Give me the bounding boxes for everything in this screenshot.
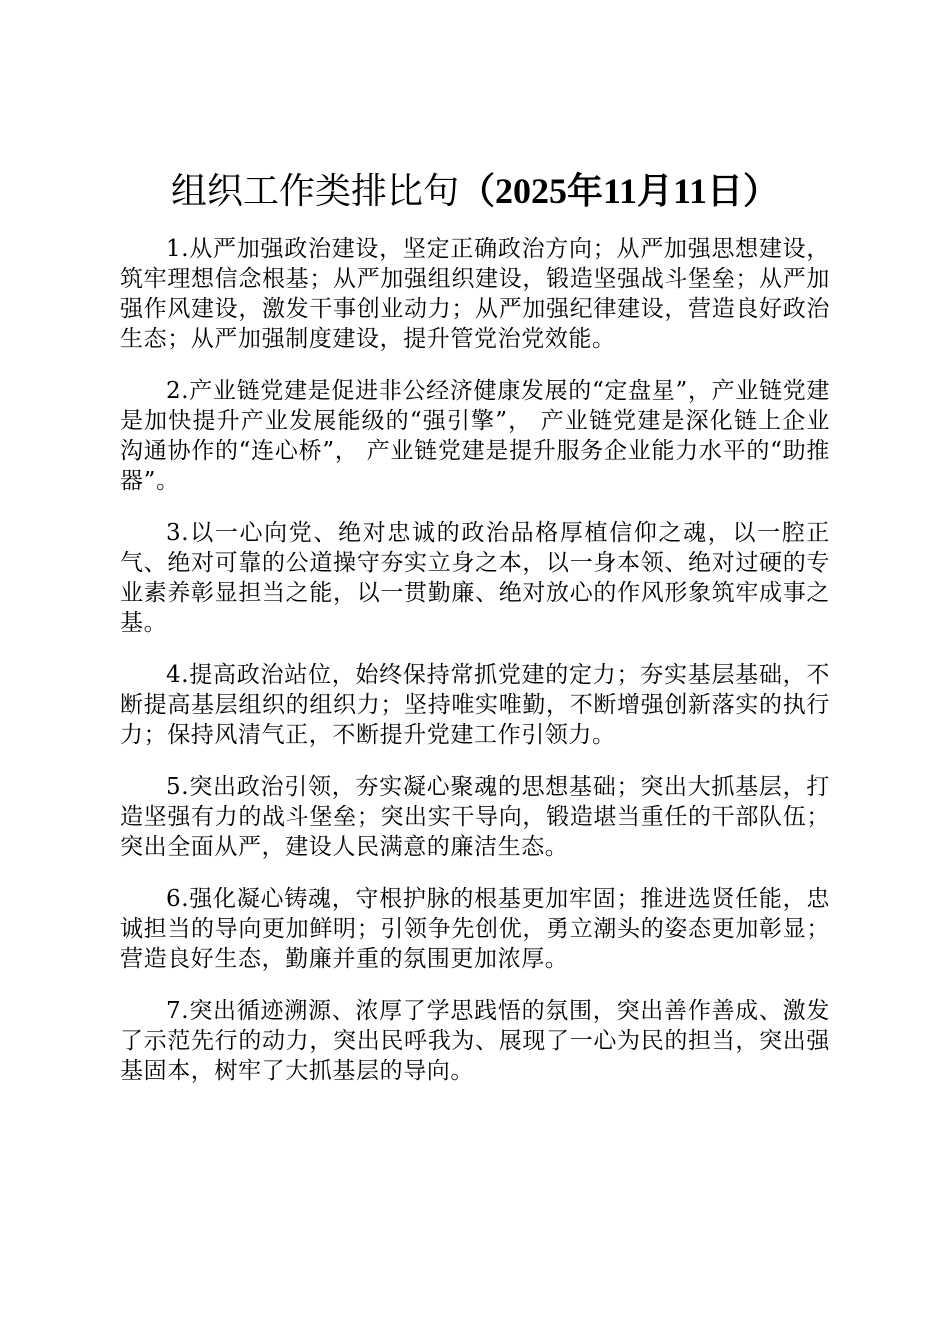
paragraph-2: 2.产业链党建是促进非公经济健康发展的“定盘星”，产业链党建是加快提升产业发展能级的“强引擎”， 产业链党建是深化链上企业沟通协作的“连心桥”， 产业链党建是提升服务企业能力水平的“助推器”。 <box>120 378 830 494</box>
document-title <box>120 166 830 217</box>
title-date: （2025年11月11日） <box>458 171 780 211</box>
document-body <box>120 234 830 1108</box>
paragraph-1: 1.从严加强政治建设，坚定正确政治方向；从严加强思想建设，筑牢理想信念根基；从严加强组织建设，锻造坚强战斗堡垒；从严加强作风建设，激发干事创业动力；从严加强纪律建设，营造良好政治生态；从严加强制度建设，提升管党治党效能。 <box>120 236 830 352</box>
paragraph-7: 7.突出循迹溯源、浓厚了学思践悟的氛围，突出善作善成、激发了示范先行的动力，突出民呼我为、展现了一心为民的担当，突出强基固本，树牢了大抓基层的导向。 <box>120 998 830 1084</box>
title-main: 组织工作类排比句 <box>170 171 459 212</box>
paragraph-6: 6.强化凝心铸魂，守根护脉的根基更加牢固；推进选贤任能，忠诚担当的导向更加鲜明；引领争先创优，勇立潮头的姿态更加彰显；营造良好生态，勤廉并重的氛围更加浓厚。 <box>120 886 830 972</box>
paragraph-3: 3.以一心向党、绝对忠诚的政治品格厚植信仰之魂，以一腔正气、绝对可靠的公道操守夯实立身之本，以一身本领、绝对过硬的专业素养彰显担当之能，以一贯勤廉、绝对放心的作风形象筑牢成事之基。 <box>120 520 830 636</box>
paragraph-5: 5.突出政治引领，夯实凝心聚魂的思想基础；突出大抓基层，打造坚强有力的战斗堡垒；突出实干导向，锻造堪当重任的干部队伍；突出全面从严，建设人民满意的廉洁生态。 <box>120 774 830 860</box>
paragraph-4: 4.提高政治站位，始终保持常抓党建的定力；夯实基层基础，不断提高基层组织的组织力；坚持唯实唯勤，不断增强创新落实的执行力；保持风清气正，不断提升党建工作引领力。 <box>120 662 830 748</box>
